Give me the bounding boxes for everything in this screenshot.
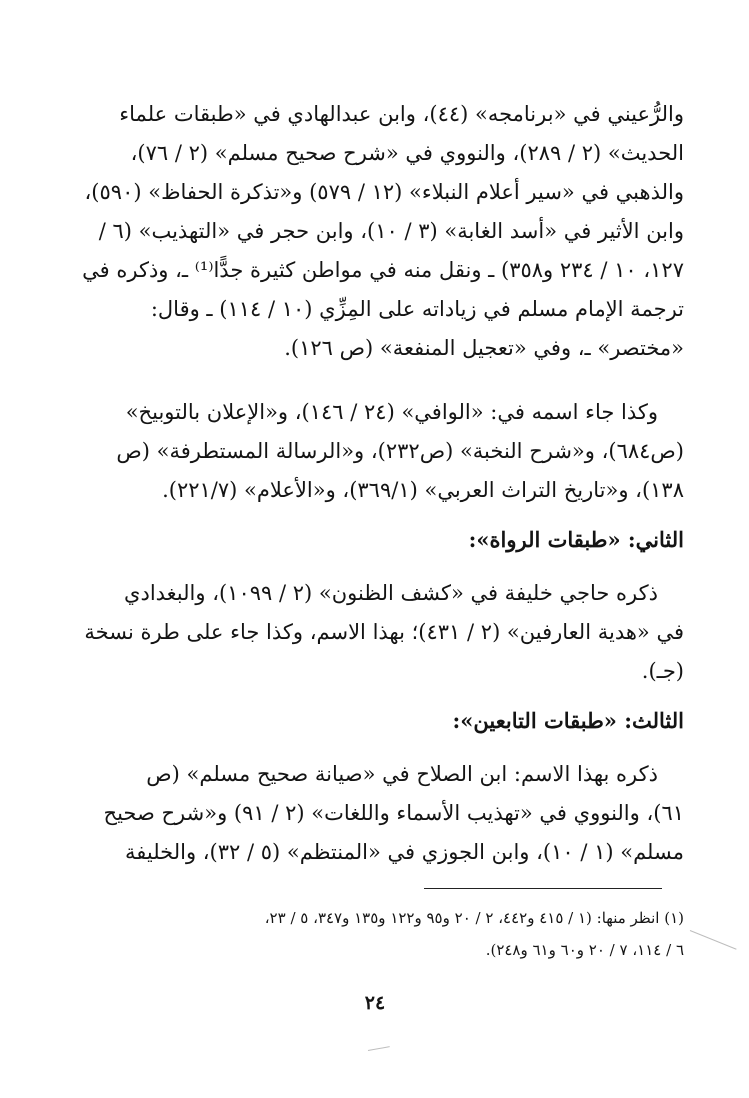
text-line: في «هدية العارفين» (٢ / ٤٣١)؛ بهذا الاسم، وكذا جاء على طرة نسخة: [84, 620, 684, 644]
section-heading-text: الثالث: «طبقات التابعين»:: [452, 708, 684, 733]
text-line: والرُّعيني في «برنامجه» (٤٤)، وابن عبدالهادي في «طبقات علماء: [119, 102, 684, 126]
text-line: ١٢٧، ١٠ / ٢٣٤ و٣٥٨) ـ ونقل منه في مواطن كثيرة جدًّا⁽¹⁾ ـ، وذكره في: [82, 258, 684, 282]
text-line: والذهبي في «سير أعلام النبلاء» (١٢ / ٥٧٩) و«تذكرة الحفاظ» (٥٩٠)،: [84, 180, 684, 204]
text-line: ذكره بهذا الاسم: ابن الصلاح في «صيانة صحيح مسلم» (ص: [146, 762, 658, 786]
text-line: وابن الأثير في «أسد الغابة» (٣ / ١٠)، وابن حجر في «التهذيب» (٦ /: [98, 219, 684, 243]
text-line: ١٣٨)، و«تاريخ التراث العربي» (٣٦٩/١)، و«الأعلام» (٢٢١/٧).: [162, 478, 684, 502]
page-number: ٢٤: [364, 992, 386, 1014]
footnote-line: (١) انظر منها: (١ / ٤١٥ و٤٤٢، ٢ / ٢٠ و٩٥ و١٢٢ و١٣٥ و٣٤٧، ٥ / ٢٣،: [264, 909, 684, 927]
text-line: ذكره حاجي خليفة في «كشف الظنون» (٢ / ١٠٩٩)، والبغدادي: [124, 581, 658, 605]
paragraph-third: [78, 574, 684, 691]
text-line: «مختصر» ـ، وفي «تعجيل المنفعة» (ص ١٢٦).: [284, 336, 684, 360]
section-heading-second: [78, 523, 684, 557]
footnote-separator: [424, 888, 662, 889]
text-line: (ص٦٨٤)، و«شرح النخبة» (ص٢٣٢)، و«الرسالة المستطرفة» (ص: [116, 439, 684, 463]
footnote: [78, 902, 684, 966]
text-line: (جـ).: [641, 659, 684, 683]
paragraph-second: [78, 393, 684, 510]
scan-artifact: [368, 1046, 390, 1051]
text-line: مسلم» (١ / ١٠)، وابن الجوزي في «المنتظم» (٥ / ٣٢)، والخليفة: [124, 840, 684, 864]
text-line: وكذا جاء اسمه في: «الوافي» (٢٤ / ١٤٦)، و«الإعلان بالتوبيخ»: [125, 400, 658, 424]
text-line: ترجمة الإمام مسلم في زياداته على المِزِّي (١٠ / ١١٤) ـ وقال:: [150, 297, 684, 321]
section-heading-text: الثاني: «طبقات الرواة»:: [468, 527, 684, 552]
text-line: ٦١)، والنووي في «تهذيب الأسماء واللغات» (٢ / ٩١) و«شرح صحيح: [103, 801, 684, 825]
footnote-line: ٦ / ١١٤، ٧ / ٢٠ و٦٠ و٦١ و٢٤٨).: [485, 941, 684, 959]
paragraph-fourth: [78, 755, 684, 872]
section-heading-third: [78, 704, 684, 738]
scan-artifact: [690, 930, 737, 950]
text-line: الحديث» (٢ / ٢٨٩)، والنووي في «شرح صحيح مسلم» (٢ / ٧٦)،: [130, 141, 684, 165]
paragraph-first: [78, 95, 684, 368]
